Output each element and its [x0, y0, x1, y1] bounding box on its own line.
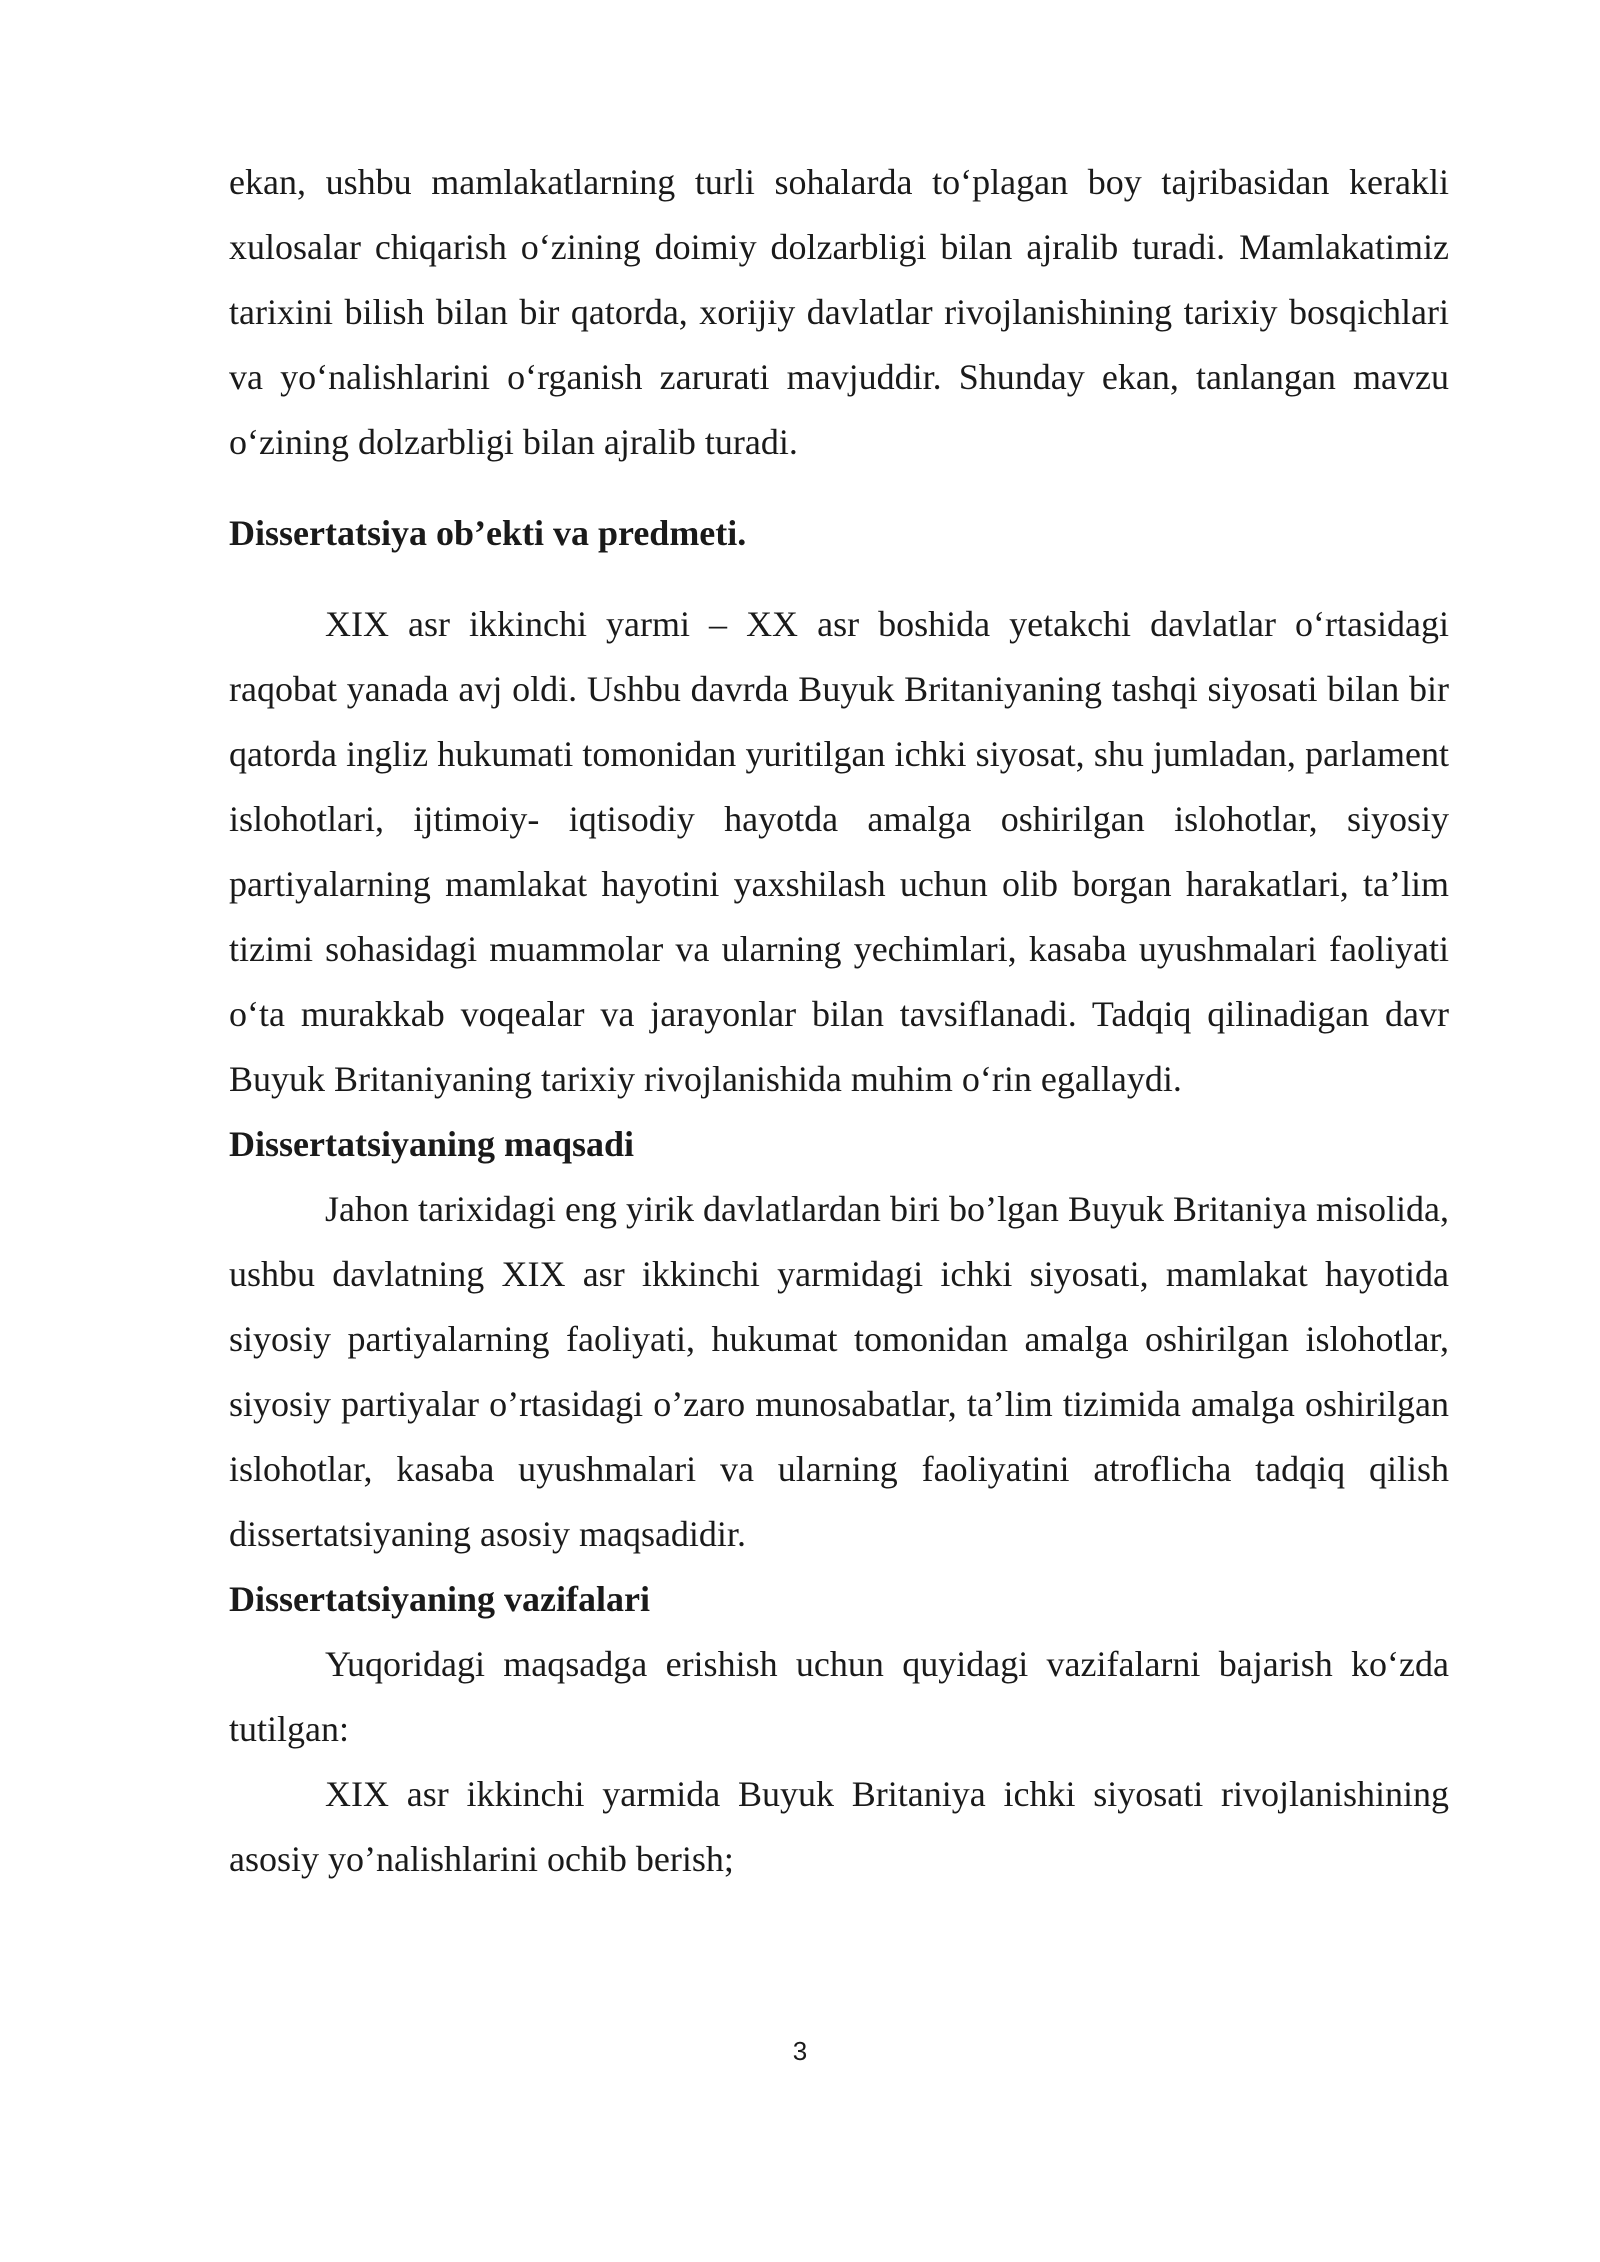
document-page	[229, 150, 1449, 1892]
heading-dissertation-tasks: Dissertatsiyaning vazifalari	[229, 1579, 650, 1619]
paragraph-dissertation-goal: Jahon tarixidagi eng yirik davlatlardan biri bo’lgan Buyuk Britaniya misolida, ushbu davlatning XIX asr ikkinchi yarmidagi ichki siyosati, mamlakat hayotida siyosiy partiyalarning faoliyati, hukumat tomonidan amalga oshirilgan islohotlar, siyosiy partiyalar o’rtasidagi o’zaro munosabatlar, ta’lim tizimida amalga oshirilgan islohotlar, kasaba uyushmalari va ularning faoliyatini atroflicha tadqiq qilish dissertatsiyaning asosiy maqsadidir.	[229, 1189, 1449, 1554]
heading-object-and-subject: Dissertatsiya ob’ekti va predmeti.	[229, 513, 747, 553]
paragraph-intro-continuation: ekan, ushbu mamlakatlarning turli sohalarda to‘plagan boy tajribasidan kerakli xulosalar chiqarish o‘zining doimiy dolzarbligi bilan ajralib turadi. Mamlakatimiz tarixini bilish bilan bir qatorda, xorijiy davlatlar rivojlanishining tarixiy bosqichlari va yo‘nalishlarini o‘rganish zarurati mavjuddir. Shunday ekan, tanlangan mavzu o‘zining dolzarbligi bilan ajralib turadi.	[229, 162, 1449, 462]
heading-dissertation-goal: Dissertatsiyaning maqsadi	[229, 1124, 635, 1164]
paragraph-tasks-intro: Yuqoridagi maqsadga erishish uchun quyidagi vazifalarni bajarish ko‘zda tutilgan:	[229, 1644, 1449, 1749]
paragraph-task-item: XIX asr ikkinchi yarmida Buyuk Britaniya ichki siyosati rivojlanishining asosiy yo’nalishlarini ochib berish;	[229, 1774, 1449, 1879]
page-number: 3	[792, 2036, 808, 2066]
paragraph-object-and-subject: XIX asr ikkinchi yarmi – XX asr boshida yetakchi davlatlar o‘rtasidagi raqobat yanada avj oldi. Ushbu davrda Buyuk Britaniyaning tashqi siyosati bilan bir qatorda ingliz hukumati tomonidan yuritilgan ichki siyosat, shu jumladan, parlament islohotlari, ijtimoiy- iqtisodiy hayotda amalga oshirilgan islohotlar, siyosiy partiyalarning mamlakat hayotini yaxshilash uchun olib borgan harakatlari, ta’lim tizimi sohasidagi muammolar va ularning yechimlari, kasaba uyushmalari faoliyati o‘ta murakkab voqealar va jarayonlar bilan tavsiflanadi. Tadqiq qilinadigan davr Buyuk Britaniyaning tarixiy rivojlanishida muhim o‘rin egallaydi.	[229, 604, 1449, 1099]
